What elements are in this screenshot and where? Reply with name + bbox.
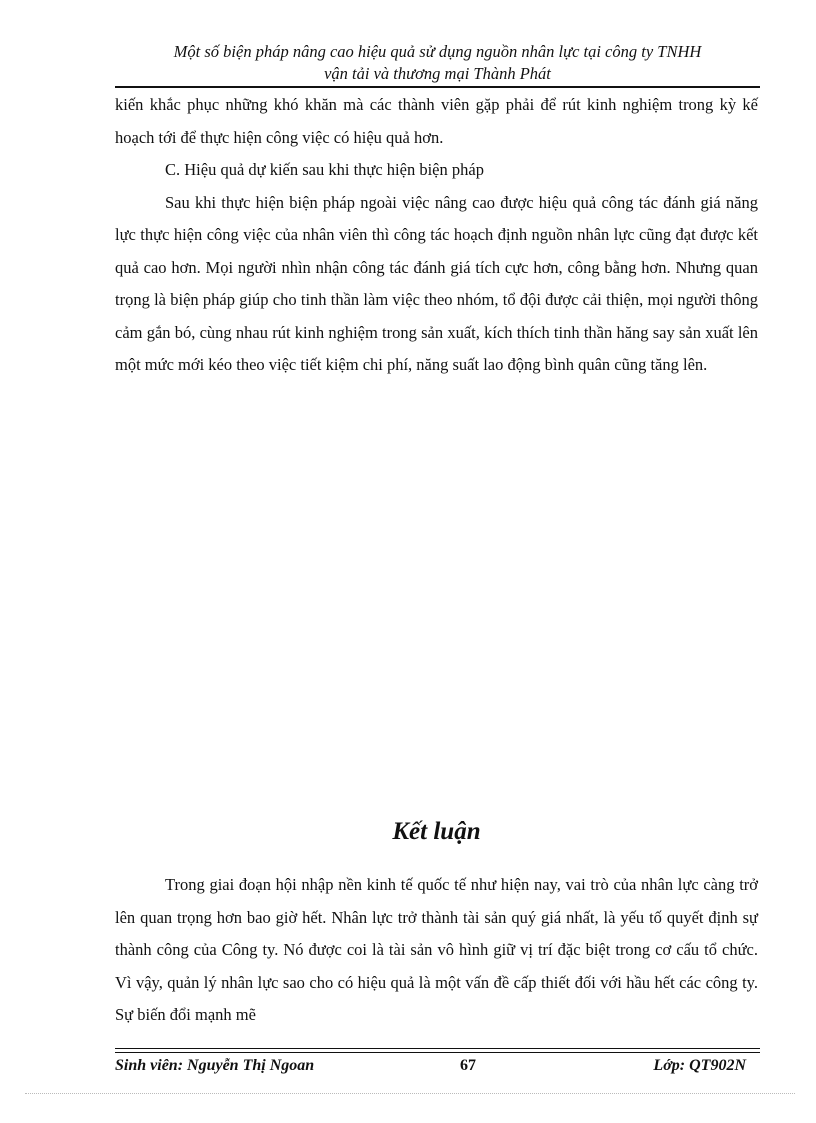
footer-divider-bottom [115, 1052, 760, 1053]
header-title-line-2: vận tải và thương mại Thành Phát [324, 64, 551, 83]
paragraph-continuation: kiến khắc phục những khó khăn mà các thành viên gặp phải để rút kinh nghiệm trong kỳ kế hoạch tới để thực hiện công việc có hiệu quả hơn. [115, 95, 758, 147]
footer-student-name: Sinh viên: Nguyễn Thị Ngoan [115, 1057, 315, 1074]
header-divider [115, 86, 760, 88]
conclusion-paragraph: Trong giai đoạn hội nhập nền kinh tế quốc tế như hiện nay, vai trò của nhân lực càng trở lên quan trọng hơn bao giờ hết. Nhân lực trở thành tài sản quý giá nhất, là yếu tố quyết định sự thành công của Công ty. Nó được coi là tài sản vô hình giữ vị trí đặc biệt trong cơ cấu tổ chức. Vì vậy, quản lý nhân lực sao cho có hiệu quả là một vấn đề cấp thiết đối với hầu hết các công ty. Sự biến đổi mạnh mẽ [115, 875, 758, 1024]
page-number: 67 [460, 1057, 476, 1074]
page-footer [115, 1055, 760, 1077]
footer-divider-top [115, 1048, 760, 1049]
page-header [115, 41, 760, 85]
page-bottom-dotted-line [25, 1093, 795, 1094]
body-section [115, 89, 758, 382]
paragraph-expected-results: Sau khi thực hiện biện pháp ngoài việc nâng cao được hiệu quả công tác đánh giá năng lực thực hiện công việc của nhân viên thì công tác hoạch định nguồn nhân lực cũng đạt được kết quả cao hơn. Mọi người nhìn nhận công tác đánh giá tích cực hơn, công bằng hơn. Nhưng quan trọng là biện pháp giúp cho tinh thần làm việc theo nhóm, tổ đội được cải thiện, mọi người thông cảm gắn bó, cùng nhau rút kinh nghiệm trong sản xuất, kích thích tinh thần hăng say sản xuất lên một mức mới kéo theo việc tiết kiệm chi phí, năng suất lao động bình quân cũng tăng lên. [115, 192, 758, 374]
conclusion-title: Kết luận [392, 818, 481, 845]
conclusion-section [115, 869, 758, 1032]
footer-class: Lớp: QT902N [653, 1057, 746, 1074]
subsection-heading: C. Hiệu quả dự kiến sau khi thực hiện biện pháp [165, 160, 484, 179]
header-title-line-1: Một số biện pháp nâng cao hiệu quả sử dụng nguồn nhân lực tại công ty TNHH [173, 42, 702, 61]
